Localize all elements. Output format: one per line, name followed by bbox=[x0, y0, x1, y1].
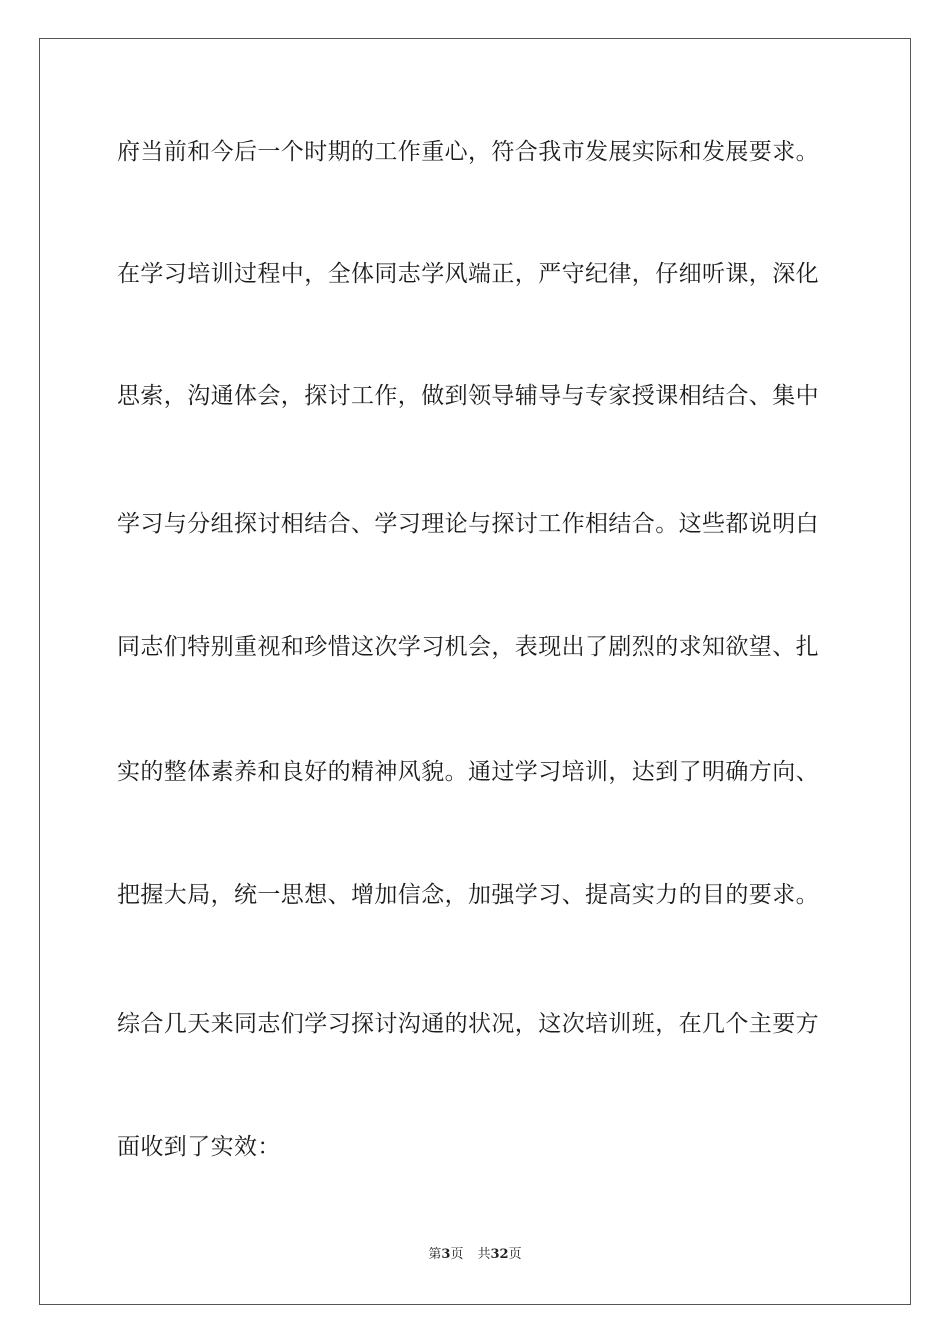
footer-page-number: 3 bbox=[441, 1247, 451, 1262]
body-text-line-9: 面收到了实效： bbox=[117, 1134, 281, 1160]
body-text-line-8: 综合几天来同志们学习探讨沟通的状况，这次培训班，在几个主要方 bbox=[117, 1011, 819, 1037]
body-text-line-5: 同志们特别重视和珍惜这次学习机会，表现出了剧烈的求知欲望、扎 bbox=[117, 634, 819, 660]
page-frame bbox=[39, 38, 911, 1305]
page-footer bbox=[0, 1246, 950, 1264]
footer-page-suffix: 页 bbox=[450, 1247, 464, 1262]
body-text-line-1: 府当前和今后一个时期的工作重心，符合我市发展实际和发展要求。 bbox=[117, 139, 819, 165]
footer-total-prefix: 共 bbox=[477, 1247, 491, 1262]
footer-total-suffix: 页 bbox=[508, 1247, 522, 1262]
body-text-line-4: 学习与分组探讨相结合、学习理论与探讨工作相结合。这些都说明白 bbox=[117, 511, 819, 537]
body-text-line-2: 在学习培训过程中，全体同志学风端正，严守纪律，仔细听课，深化 bbox=[117, 261, 819, 287]
body-text-line-6: 实的整体素养和良好的精神风貌。通过学习培训，达到了明确方向、 bbox=[117, 759, 819, 785]
body-text-line-3: 思索，沟通体会，探讨工作，做到领导辅导与专家授课相结合、集中 bbox=[117, 383, 819, 409]
footer-total-pages: 32 bbox=[490, 1247, 509, 1262]
body-text-line-7: 把握大局，统一思想、增加信念，加强学习、提高实力的目的要求。 bbox=[117, 882, 819, 908]
footer-page-prefix: 第 bbox=[428, 1247, 442, 1262]
